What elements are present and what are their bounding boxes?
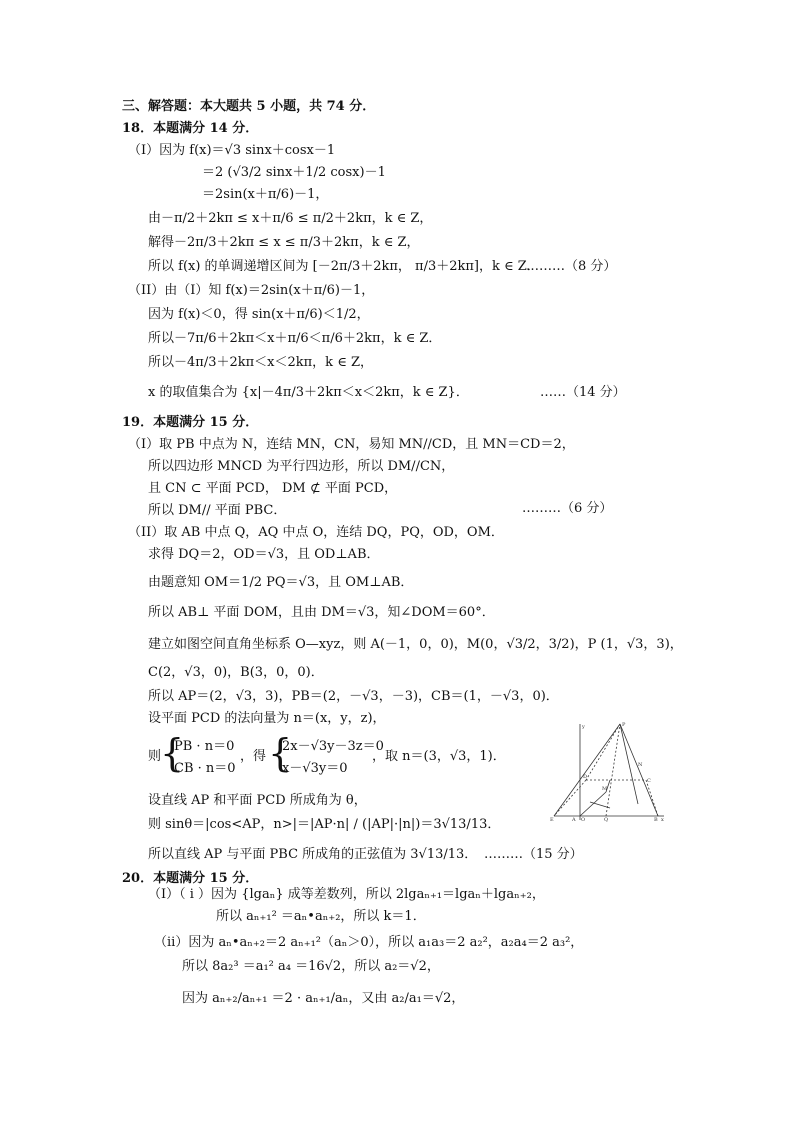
score-mark: ……（14 分）	[540, 385, 626, 400]
score-mark: ………（6 分）	[522, 501, 613, 516]
equation: 2x－√3y－3z＝0	[282, 739, 384, 754]
q18-line: ＝2 (√3/2 sinx＋1/2 cosx)－1	[202, 165, 386, 180]
q20-title: 20．本题满分 15 分．	[122, 871, 259, 886]
q18-title: 18．本题满分 14 分．	[122, 121, 259, 136]
point-label: Q	[604, 817, 609, 823]
q19-line: 则 sinθ＝|cos<AP，n>|＝|AP·n| / (|AP|·|n|)＝3√13/13．	[148, 817, 501, 832]
point-label: O	[581, 817, 586, 823]
q18-line: （I）因为 f(x)＝√3 sinx＋cosx－1	[128, 143, 336, 158]
q19-then: 则	[148, 749, 162, 764]
q18-line: 解得－2π/3＋2kπ ≤ x ≤ π/3＋2kπ，k ∈ Z，	[148, 235, 420, 250]
q18-line: 所以－7π/6＋2kπ＜x＋π/6＜π/6＋2kπ，k ∈ Z．	[148, 331, 442, 346]
q19-line: 所以 AP＝(2，√3，3)，PB＝(2，－√3，－3)，CB＝(1，－√3，0)．	[148, 689, 559, 704]
point-label: N	[638, 762, 643, 768]
q18-line: 所以－4π/3＋2kπ＜x＜2kπ，k ∈ Z，	[148, 355, 373, 370]
q19-take: ，取 n＝(3，√3，1)．	[372, 749, 506, 764]
point-label: D	[583, 774, 588, 780]
point-label: P	[622, 722, 626, 728]
left-brace: {	[160, 731, 185, 775]
point-label: C	[647, 778, 651, 784]
axis-label: x	[661, 817, 664, 823]
equation: PB · n＝0	[174, 739, 235, 754]
q19-line: 所以 AB⊥ 平面 DOM，且由 DM＝√3，知∠DOM＝60°．	[148, 605, 495, 620]
q19-line: 所以四边形 MNCD 为平行四边形，所以 DM//CN，	[148, 459, 455, 474]
q19-line: C(2，√3，0)，B(3，0，0)．	[148, 665, 324, 680]
q18-line: 因为 f(x)＜0，得 sin(x＋π/6)＜1/2，	[148, 307, 370, 322]
q18-line: 所以 f(x) 的单调递增区间为 [－2π/3＋2kπ， π/3＋2kπ]，k ∈ Z．	[148, 259, 540, 274]
q19-line: 设平面 PCD 的法向量为 n＝(x，y，z)，	[148, 711, 386, 726]
equation: CB · n＝0	[174, 761, 236, 776]
q19-line: 求得 DQ＝2，OD＝√3，且 OD⊥AB．	[148, 547, 380, 562]
q19-line: 所以 DM// 平面 PBC．	[148, 503, 287, 518]
q18-line: （II）由（I）知 f(x)＝2sin(x＋π/6)－1，	[128, 283, 375, 298]
q18-line: 由－π/2＋2kπ ≤ x＋π/6 ≤ π/2＋2kπ，k ∈ Z，	[148, 211, 433, 226]
pyramid-figure	[550, 720, 666, 824]
section-header: 三、解答题：本大题共 5 小题，共 74 分．	[122, 99, 376, 114]
q19-line: 且 CN ⊂ 平面 PCD， DM ⊄ 平面 PCD，	[148, 481, 398, 496]
score-mark: ………（15 分）	[484, 847, 583, 862]
point-label: E	[550, 817, 554, 823]
q19-line: 所以直线 AP 与平面 PBC 所成角的正弦值为 3√13/13．	[148, 847, 478, 862]
q19-line: 建立如图空间直角坐标系 O—xyz，则 A(－1，0，0)，M(0，√3/2，3/2)，P (1，√3，3)，	[148, 637, 683, 652]
score-mark: ………（8 分）	[526, 259, 617, 274]
q20-line: 所以 aₙ₊₁² ＝aₙ•aₙ₊₂，所以 k＝1．	[216, 909, 426, 924]
point-label: A	[572, 817, 576, 823]
q20-line: 所以 8a₂³ ＝a₁² a₄ ＝16√2，所以 a₂＝√2，	[182, 959, 440, 974]
q19-line: 由题意知 OM＝1/2 PQ＝√3，且 OM⊥AB．	[148, 575, 414, 590]
left-brace: {	[268, 731, 293, 775]
axis-label: y	[582, 724, 585, 730]
q20-line: 因为 aₙ₊₂/aₙ₊₁ ＝2 · aₙ₊₁/aₙ，又由 a₂/a₁＝√2，	[182, 991, 465, 1006]
q18-line: ＝2sin(x＋π/6)－1，	[202, 187, 329, 202]
equation: x－√3y＝0	[282, 761, 348, 776]
q19-line: 设直线 AP 和平面 PCD 所成角为 θ，	[148, 793, 367, 808]
q19-get: ，得	[240, 749, 267, 764]
q19-title: 19．本题满分 15 分．	[122, 415, 259, 430]
q20-line: （ii）因为 aₙ•aₙ₊₂＝2 aₙ₊₁²（aₙ＞0），所以 a₁a₃＝2 a₂²，a₂a₄＝2 a₃²，	[154, 935, 584, 950]
q18-line: x 的取值集合为 {x|－4π/3＋2kπ＜x＜2kπ，k ∈ Z}．	[148, 385, 469, 400]
q20-line: （I）（ i ）因为 {lgaₙ} 成等差数列，所以 2lgaₙ₊₁＝lgaₙ＋lgaₙ₊₂，	[148, 887, 545, 902]
point-label: B	[654, 817, 658, 823]
q19-line: （II）取 AB 中点 Q，AQ 中点 O，连结 DQ，PQ，OD，OM．	[128, 525, 504, 540]
point-label: M	[602, 786, 608, 792]
q19-line: （I）取 PB 中点为 N，连结 MN，CN，易知 MN//CD，且 MN＝CD＝2，	[128, 437, 575, 452]
